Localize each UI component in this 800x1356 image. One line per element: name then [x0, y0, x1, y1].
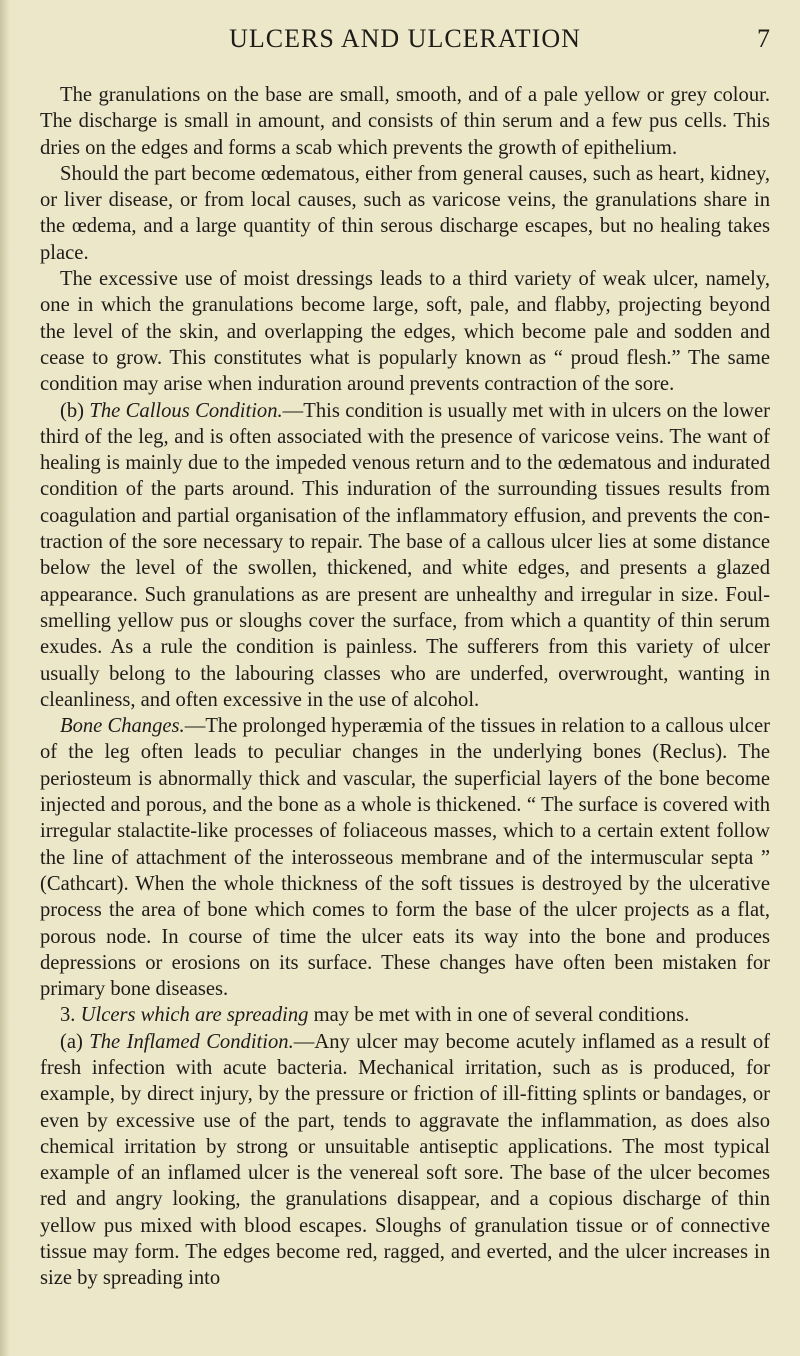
paragraph-text: —This condition is usually met with in ulcers on the lower third of the leg, and is often associated with the presence of varicose veins. The want of healing is mainly due to the impeded venous return and to the œdematous and indurated condition of the parts around. This induration of the surrounding tissues results from coagulation and partial organisation of the inflammatory effusion, and prevents the con-traction of the sore necessary to repair. The base of a callous ulcer lies at some distance below the level of the swollen, thickened, and white edges, and presents a glazed appearance. Such granulations as are present are unhealthy and irregular in size. Foul-smelling yellow pus or sloughs cover the surface, from which a quantity of thin serum exudes. As a rule the condition is painless. The sufferers from this variety of ulcer usually belong to the labouring classes who are underfed, overwrought, wanting in cleanliness, and often excessive in the use of alcohol.	[40, 399, 770, 711]
paragraph-text: The granulations on the base are small, smooth, and of a pale yellow or grey colour. The discharge is small in amount, and consists of thin serum and a few pus cells. This dries on the edges and forms a scab which prevents the growth of epithelium.	[40, 84, 770, 159]
paragraph-text: may be met with in one of several conditions.	[308, 1004, 690, 1027]
paragraph-text: Should the part become œdematous, either from general causes, such as heart, kidney, or liver disease, or from local causes, such as varicose veins, the granulations share in the œdema, and a large quantity of thin serous discharge escapes, but no healing takes place.	[40, 162, 770, 264]
paragraph-granulations	[40, 82, 770, 161]
page-number: 7	[757, 24, 770, 53]
paragraph-text: —The prolonged hyperæmia of the tissues in relation to a callous ulcer of the leg often leads to peculiar changes in the underlying bones (Reclus). The periosteum is abnormally thick and vascular, the superficial layers of the bone become injected and porous, and the bone as a whole is thickened. “ The surface is covered with irregular stalactite-like processes of foliaceous masses, which to a certain extent follow the line of attachment of the interosseous membrane and of the intermuscular septa ” (Cathcart). When the whole thickness of the soft tissues is destroyed by the ulcerative process the area of bone which comes to form the base of the ulcer projects as a flat, porous node. In course of time the ulcer eats its way into the bone and produces depressions or erosions on its surface. These changes have often been mistaken for primary bone diseases.	[40, 715, 770, 1001]
paragraph-lead-heading: The Callous Condition.	[89, 399, 283, 422]
paragraph-prefix: 3.	[60, 1004, 81, 1027]
page-edge-shadow	[0, 0, 10, 1356]
running-title: ULCERS AND ULCERATION	[229, 24, 581, 53]
paragraph-prefix: (a)	[60, 1030, 90, 1053]
paragraph-callous-condition	[40, 398, 770, 714]
page-header	[40, 24, 770, 64]
paragraph-text: The excessive use of moist dressings leads to a third variety of weak ulcer, namely, one in which the granulations become large, soft, pale, and flabby, projecting beyond the level of the skin, and overlapping the edges, which become pale and sodden and cease to grow. This constitutes what is popularly known as “ proud flesh.” The same condition may arise when induration around prevents contraction of the sore.	[40, 268, 770, 396]
paragraph-lead-heading: Ulcers which are spreading	[80, 1004, 309, 1027]
body-text	[40, 82, 770, 1292]
paragraph-spreading-ulcers	[40, 1002, 770, 1028]
paragraph-lead-heading: The Inflamed Condition.	[89, 1030, 294, 1053]
paragraph-moist-dressings	[40, 266, 770, 397]
paragraph-inflamed-condition	[40, 1029, 770, 1292]
paragraph-oedematous	[40, 161, 770, 266]
paragraph-prefix: (b)	[60, 399, 90, 422]
paragraph-text: —Any ulcer may become acutely inflamed as a result of fresh infection with acute bacteria. Mechanical irritation, such as is produced, for example, by direct injury, by the pressure or friction of ill-fitting splints or bandages, or even by excessive use of the part, tends to aggravate the inflammation, as does also chemical irritation by strong or unsuitable antiseptic applications. The most typical example of an inflamed ulcer is the venereal soft sore. The base of the ulcer becomes red and angry looking, the granulations disappear, and a copious discharge of thin yellow pus mixed with blood escapes. Sloughs of granulation tissue or of connective tissue may form. The edges become red, ragged, and everted, and the ulcer increases in size by spreading into	[40, 1030, 770, 1290]
paragraph-lead-heading: Bone Changes.	[60, 715, 185, 738]
paragraph-bone-changes	[40, 713, 770, 1002]
